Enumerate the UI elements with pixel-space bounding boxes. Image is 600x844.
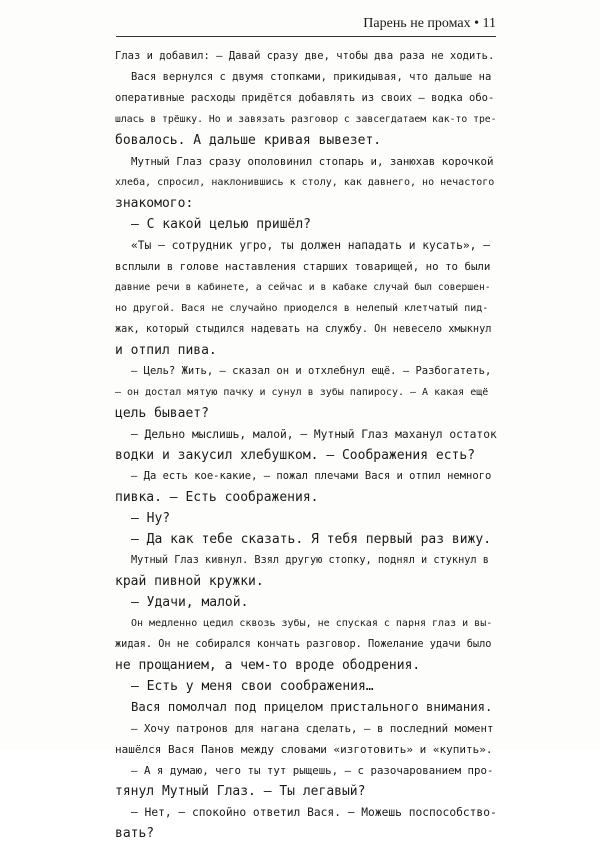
text-line: — Да как тебе сказать. Я тебя первый раз вижу. — [131, 532, 492, 547]
text-line: — С какой целью пришёл? — [131, 217, 312, 232]
page-body-text — [115, 46, 497, 844]
text-line: всплыли в голове наставления старших товарищей, но то были — [115, 260, 491, 273]
text-line: — Есть у меня свои соображения… — [131, 679, 374, 694]
text-line: бовалось. А дальше кривая вывезет. — [115, 133, 382, 148]
text-line: Глаз и добавил: — Давай сразу две, чтобы два раза не ходить. — [115, 50, 495, 62]
text-line: но другой. Вася не случайно приоделся в нелепый клетчатый пид- — [115, 303, 489, 314]
text-line: край пивной кружки. — [115, 574, 264, 589]
text-line: — А я думаю, чего ты тут рыщешь, — с разочарованием про- — [131, 764, 494, 777]
text-line: и отпил пива. — [115, 343, 217, 358]
text-line: тянул Мутный Глаз. — Ты легавый? — [115, 784, 366, 799]
text-line: Вася вернулся с двумя стопками, прикидывая, что дальше на — [131, 71, 492, 83]
text-line: — Цель? Жить, — сказал он и отхлебнул ещё. — Разбогатеть, — [131, 365, 492, 377]
text-line: пивка. — Есть соображения. — [115, 490, 319, 505]
text-line: — Ну? — [131, 511, 171, 526]
text-line: не прощанием, а чем-то вроде ободрения. — [115, 658, 421, 673]
text-line: Вася помолчал под прицелом пристального внимания. — [131, 700, 493, 714]
text-line: — Удачи, малой. — [131, 595, 249, 610]
text-line: знакомого: — [115, 196, 194, 211]
text-line: — Дельно мыслишь, малой, — Мутный Глаз маханул остаток — [131, 428, 497, 441]
text-line: оперативные расходы придётся добавлять из своих — водка обо- — [115, 92, 495, 104]
text-line: — Нет, — спокойно ответил Вася. — Можешь поспособство- — [131, 806, 497, 819]
text-line: — Хочу патронов для нагана сделать, — в последний момент — [131, 722, 494, 735]
text-line: — Да есть кое-какие, — пожал плечами Вася и отпил немного — [131, 470, 492, 482]
text-line: «Ты — сотрудник угро, ты должен нападать и кусать», — — [131, 239, 490, 252]
text-line: жидая. Он не собирался кончать разговор. Пожелание удачи было — [115, 638, 492, 650]
text-line: Мутный Глаз кивнул. Взял другую стопку, поднял и стукнул в — [131, 554, 489, 566]
text-line: нашёлся Вася Панов между словами «изготовить» и «купить». — [115, 743, 493, 756]
running-head: Парень не промах • 11 — [116, 14, 496, 37]
text-line: шлась в трёшку. Но и завязать разговор с завсегдатаем как-то тре- — [115, 114, 497, 125]
text-line: Он медленно цедил сквозь зубы, не спуская с парня глаз и вы- — [131, 618, 493, 629]
text-line: Мутный Глаз сразу ополовинил стопарь и, занюхав корочкой — [131, 155, 494, 168]
text-line: давние речи в кабинете, а сейчас и в кабаке случай был совершен- — [115, 282, 491, 293]
text-line: хлеба, спросил, наклонившись к столу, как давнего, но нечастого — [115, 177, 495, 188]
text-line: водки и закусил хлебушком. — Соображения есть? — [115, 448, 476, 463]
text-line: вать? — [115, 826, 155, 841]
text-line: — он достал мятую пачку и сунул в зубы папиросу. — А какая ещё — [115, 387, 489, 398]
text-line: жак, который стыдился надевать на службу. Он невесело хмыкнул — [115, 323, 492, 335]
text-line: цель бывает? — [115, 406, 209, 421]
